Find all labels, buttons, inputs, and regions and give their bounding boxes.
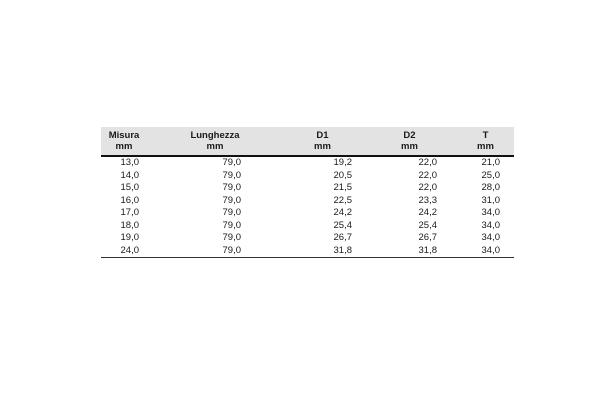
- cell-t: 21,0: [481, 157, 500, 168]
- cell-t: 34,0: [457, 245, 514, 258]
- cell-lunghezza: 79,0: [147, 245, 283, 258]
- cell-d1: 31,8: [283, 245, 362, 258]
- cell-misura: 13,0: [120, 157, 139, 168]
- header-row: [101, 127, 514, 156]
- header-label: D2: [403, 130, 416, 141]
- cell-lunghezza: 79,0: [222, 157, 241, 168]
- cell-misura: 19,0: [120, 232, 139, 243]
- cell-misura: 16,0: [120, 194, 139, 206]
- header-label: T: [482, 130, 489, 141]
- header-t: [457, 127, 514, 156]
- cell-misura: 17,0: [120, 207, 139, 218]
- header-d2: [362, 127, 457, 156]
- header-label: Misura: [108, 130, 140, 141]
- cell-t: 31,0: [481, 194, 500, 206]
- cell-d1: 24,2: [333, 207, 352, 218]
- cell-lunghezza: 79,0: [222, 182, 241, 193]
- header-unit: mm: [401, 141, 418, 152]
- cell-d2: 23,3: [418, 194, 437, 206]
- table-row: [101, 170, 514, 183]
- dimensions-table: [101, 127, 514, 258]
- header-label: Lunghezza: [190, 130, 240, 141]
- cell-d1: 21,5: [333, 182, 352, 193]
- cell-d1: 22,5: [333, 194, 352, 206]
- header-lunghezza: [147, 127, 283, 156]
- cell-lunghezza: 79,0: [222, 194, 241, 206]
- table-row: [101, 156, 514, 170]
- cell-misura: 15,0: [120, 182, 139, 193]
- table-header: [101, 127, 514, 156]
- cell-lunghezza: 79,0: [222, 219, 241, 231]
- cell-lunghezza: 79,0: [222, 169, 241, 181]
- cell-d2: 26,7: [418, 232, 437, 243]
- table-row: [101, 182, 514, 195]
- cell-t: 34,0: [481, 207, 500, 218]
- cell-misura: 24,0: [101, 245, 147, 258]
- cell-t: 34,0: [481, 219, 500, 231]
- table-body: [101, 156, 514, 258]
- header-unit: mm: [314, 141, 331, 152]
- header-unit: mm: [477, 141, 494, 152]
- header-misura: [101, 127, 147, 156]
- cell-t: 25,0: [481, 169, 500, 181]
- header-label: D1: [316, 130, 329, 141]
- cell-d1: 25,4: [333, 219, 352, 231]
- cell-d2: 22,0: [418, 169, 437, 181]
- cell-misura: 14,0: [120, 169, 139, 181]
- table-row: [101, 245, 514, 258]
- cell-d1: 26,7: [333, 232, 352, 243]
- header-unit: mm: [206, 141, 224, 152]
- cell-t: 34,0: [481, 232, 500, 243]
- cell-lunghezza: 79,0: [222, 207, 241, 218]
- table-row: [101, 195, 514, 208]
- cell-d2: 24,2: [418, 207, 437, 218]
- table-row: [101, 220, 514, 233]
- cell-d2: 22,0: [418, 182, 437, 193]
- cell-d1: 20,5: [333, 169, 352, 181]
- cell-misura: 18,0: [120, 219, 139, 231]
- cell-d2: 31,8: [362, 245, 457, 258]
- table-row: [101, 232, 514, 245]
- cell-t: 28,0: [481, 182, 500, 193]
- cell-lunghezza: 79,0: [222, 232, 241, 243]
- header-unit: mm: [115, 141, 133, 152]
- header-d1: [283, 127, 362, 156]
- cell-d2: 22,0: [418, 157, 437, 168]
- cell-d2: 25,4: [418, 219, 437, 231]
- table-row: [101, 207, 514, 220]
- cell-d1: 19,2: [333, 157, 352, 168]
